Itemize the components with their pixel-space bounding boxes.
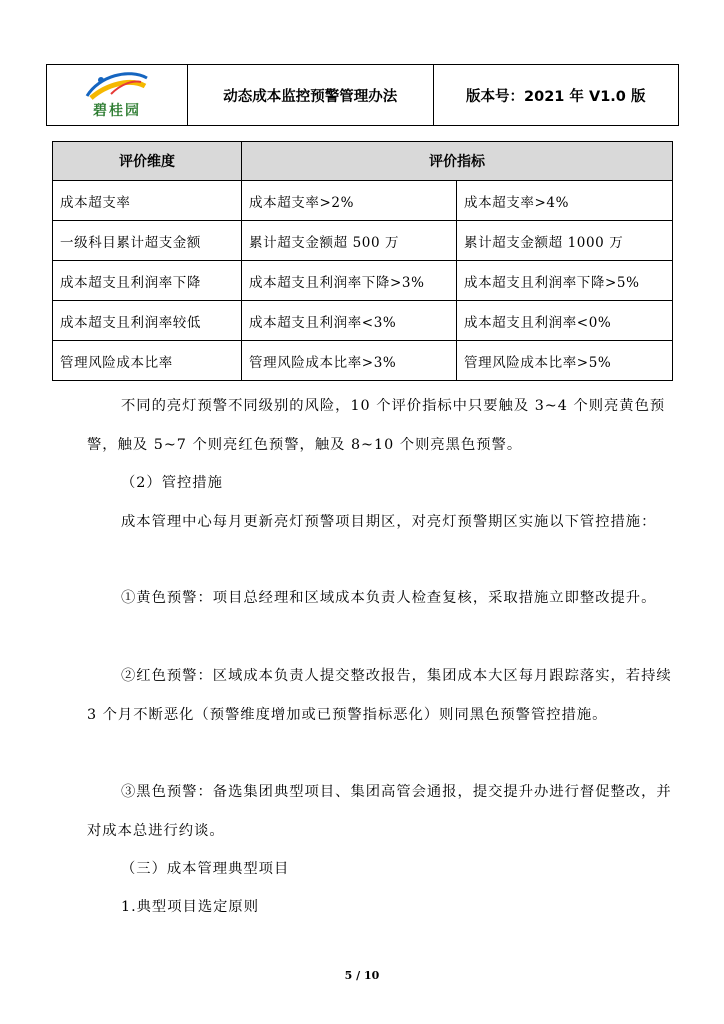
header-dimension: 评价维度: [53, 142, 242, 181]
section-heading-typical-projects: （三）成本管理典型项目: [121, 861, 290, 877]
table-cell: 成本超支率>4%: [457, 181, 673, 221]
table-cell: 管理风险成本比率>5%: [457, 341, 673, 381]
header-indicator: 评价指标: [242, 142, 673, 181]
logo-text: 碧桂园: [93, 103, 141, 119]
yellow-warning-paragraph: ①黄色预警：项目总经理和区域成本负责人检查复核，采取措施立即整改提升。: [121, 590, 657, 606]
red-warning-paragraph: ②红色预警：区域成本负责人提交整改报告，集团成本大区每月跟踪落实，若持续 3 个月不断恶化（预警维度增加或已预警指标恶化）则同黑色预警管控措施。: [87, 668, 672, 723]
table-cell: 成本超支且利润率下降>5%: [457, 261, 673, 301]
company-logo: [67, 70, 167, 120]
table-cell: 成本超支率>2%: [242, 181, 457, 221]
table-row: [53, 301, 673, 341]
table-cell: 成本超支且利润率下降: [53, 261, 242, 301]
table-cell: 成本超支且利润率<3%: [242, 301, 457, 341]
logo-cell: [47, 65, 188, 126]
version-label: 版本号：2021 年 V1.0 版: [433, 65, 679, 126]
section-heading-control-measures: （2）管控措施: [121, 475, 223, 491]
table-row: [53, 261, 673, 301]
table-header-row: [53, 142, 673, 181]
table-cell: 成本超支且利润率<0%: [457, 301, 673, 341]
typical-project-principle-heading: 1.典型项目选定原则: [121, 899, 260, 915]
table-cell: 管理风险成本比率: [53, 341, 242, 381]
table-row: [53, 181, 673, 221]
table-row: [53, 221, 673, 261]
warning-level-paragraph: 不同的亮灯预警不同级别的风险，10 个评价指标中只要触及 3~4 个则亮黄色预警，触及 5~7 个则亮红色预警，触及 8~10 个则亮黑色预警。: [87, 398, 666, 453]
evaluation-table: [52, 141, 673, 381]
table-cell: 管理风险成本比率>3%: [242, 341, 457, 381]
black-warning-paragraph: ③黑色预警：备选集团典型项目、集团高管会通报，提交提升办进行督促整改，并对成本总进行约谈。: [87, 784, 672, 839]
table-cell: 成本超支率: [53, 181, 242, 221]
table-cell: 成本超支且利润率较低: [53, 301, 242, 341]
control-intro-paragraph: 成本管理中心每月更新亮灯预警项目期区，对亮灯预警期区实施以下管控措施：: [121, 514, 657, 530]
logo-swoosh-icon: [81, 70, 153, 102]
table-row: [53, 341, 673, 381]
page-number: 5 / 10: [344, 969, 380, 982]
table-cell: 成本超支且利润率下降>3%: [242, 261, 457, 301]
document-header: [46, 64, 679, 126]
table-cell: 一级科目累计超支金额: [53, 221, 242, 261]
table-cell: 累计超支金额超 1000 万: [457, 221, 673, 261]
document-title: 动态成本监控预警管理办法: [188, 65, 434, 126]
table-cell: 累计超支金额超 500 万: [242, 221, 457, 261]
